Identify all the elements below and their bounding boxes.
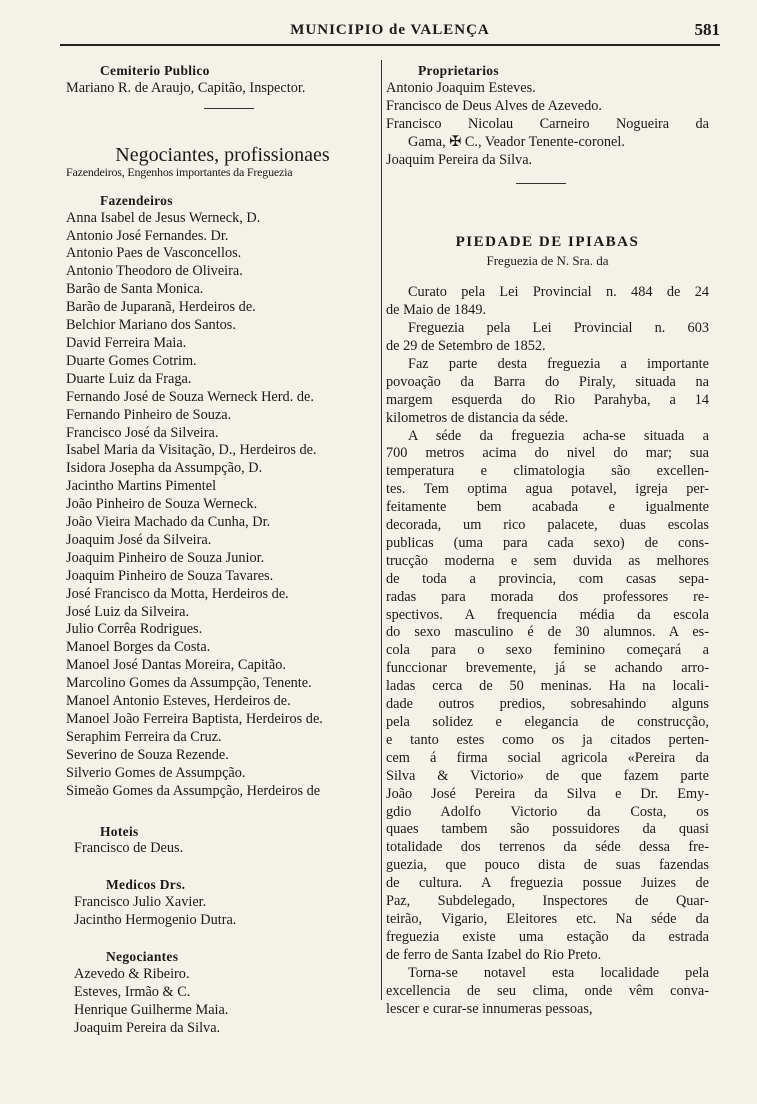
fazendeiro-entry: Marcolino Gomes da Assumpção, Tenente.	[66, 675, 312, 692]
fazendeiro-entry: Antonio Paes de Vasconcellos.	[66, 245, 242, 262]
paragraph-line: cola para o sexo feminino começará a	[386, 642, 709, 659]
piedade-title: PIEDADE DE IPIABAS	[455, 234, 640, 251]
negociantes-heading: Negociantes	[106, 949, 179, 965]
fazendeiro-entry: Manoel Antonio Esteves, Herdeiros de.	[66, 693, 291, 710]
fazendeiro-entry: Fernando José de Souza Werneck Herd. de.	[66, 388, 314, 405]
left-column	[66, 62, 379, 1038]
paragraph-line: tes. Tem optima agua potavel, igreja per-	[386, 481, 709, 498]
paragraph-line: publicas (uma para cada sexo) de cons-	[386, 534, 709, 551]
fazendeiro-entry: Belchior Mariano dos Santos.	[66, 317, 236, 334]
paragraph-line: Freguezia pela Lei Provincial n. 603	[408, 320, 709, 337]
hoteis-list	[66, 840, 379, 858]
fazendeiro-entry: Isabel Maria da Visitação, D., Herdeiros de.	[66, 442, 317, 459]
paragraph-line: freguezia existe uma estação da estrada	[386, 928, 709, 945]
fazendeiro-entry: Manoel José Dantas Moreira, Capitão.	[66, 657, 286, 674]
paragraph-line: pela solidez e elegancia de construcção,	[386, 714, 709, 730]
paragraph-line: totalidade dos terrenos da séde dessa fre-	[386, 839, 709, 856]
fazendeiro-entry: Duarte Gomes Cotrim.	[66, 352, 197, 369]
paragraph-line: trucção moderna e sem duvida as melhores	[386, 552, 709, 569]
cemiterio-line: Mariano R. de Araujo, Capitão, Inspector.	[66, 79, 306, 96]
paragraph-line: radas para morada dos professores re-	[386, 588, 709, 605]
fazendeiro-entry: Barão de Santa Monica.	[66, 281, 204, 298]
paragraph-line: A séde da freguezia acha-se situada a	[408, 427, 709, 444]
fazendeiro-entry: Jacintho Martins Pimentel	[66, 478, 217, 495]
paragraph-line: guezia, que pouco dista de suas fazendas	[386, 857, 709, 874]
fazendeiro-entry: Severino de Souza Rezende.	[66, 746, 229, 763]
medico-entry: Francisco Julio Xavier.	[74, 894, 207, 911]
proprietario-line: Antonio Joaquim Esteves.	[386, 79, 536, 96]
paragraph-line: Torna-se notavel esta localidade pela	[408, 964, 709, 981]
medicos-heading: Medicos Drs.	[106, 877, 186, 893]
fazendeiro-entry: Manoel João Ferreira Baptista, Herdeiros de.	[66, 711, 323, 727]
fazendeiro-entry: Joaquim Pinheiro de Souza Junior.	[66, 549, 265, 566]
proprietario-line: Francisco Nicolau Carneiro Nogueira da	[386, 115, 709, 132]
negociantes-list	[66, 966, 379, 1038]
paragraph-line: 700 metros acima do nivel do mar; sua	[386, 445, 709, 462]
proprietario-line: Joaquim Pereira da Silva.	[386, 151, 533, 168]
negociante-entry: Esteves, Irmão & C.	[74, 983, 191, 1000]
fazendeiro-entry: Joaquim Pinheiro de Souza Tavares.	[66, 567, 274, 584]
negociantes-title: Negociantes, profissionaes	[115, 143, 330, 166]
proprietario-line: Gama, ✠ C., Veador Tenente-coronel.	[408, 133, 625, 150]
piedade-subtitle: Freguezia de N. Sra. da	[486, 253, 609, 269]
paragraph-line: kilometros de distancia da séde.	[386, 409, 569, 426]
hoteis-heading: Hoteis	[100, 823, 139, 839]
paragraph-line: Silva & Victorio» de que fazem parte	[386, 767, 709, 784]
paragraph-line: Paz, Subdelegado, Inspectores de Quar-	[386, 893, 709, 910]
paragraph-line: Curato pela Lei Provincial n. 484 de 24	[408, 284, 709, 301]
fazendeiros-heading: Fazendeiros	[100, 192, 173, 208]
paragraph-line: de toda a provincia, com casas sepa-	[386, 570, 709, 587]
fazendeiro-entry: Francisco José da Silveira.	[66, 424, 219, 441]
fazendeiro-entry: Fernando Pinheiro de Souza.	[66, 406, 232, 423]
page-header	[60, 22, 720, 46]
paragraph-line: de cultura. A freguezia possue Juizes de	[386, 875, 709, 892]
piedade-body	[386, 284, 709, 1018]
medicos-list	[66, 894, 379, 930]
paragraph-line: dade outros predios, sobresahindo alguns	[386, 696, 709, 713]
paragraph-line: teirão, Vigario, Eleitores etc. Na séde da	[386, 910, 709, 927]
fazendeiro-entry: Anna Isabel de Jesus Werneck, D.	[66, 209, 261, 226]
paragraph-line: feitamente bem acabada e igualmente	[386, 499, 709, 516]
fazendeiro-entry: Antonio José Fernandes. Dr.	[66, 227, 229, 244]
paragraph-line: do sexo masculino é de 30 alumnos. A es-	[386, 624, 709, 641]
fazendeiro-entry: José Francisco da Motta, Herdeiros de.	[66, 585, 289, 602]
paragraph-line: de 29 de Setembro de 1852.	[386, 337, 546, 354]
fazendeiro-entry: David Ferreira Maia.	[66, 334, 187, 351]
paragraph-line: João José Pereira da Silva e Dr. Emy-	[386, 785, 709, 802]
medico-entry: Jacintho Hermogenio Dutra.	[74, 912, 237, 929]
paragraph-line: Faz parte desta freguezia a importante	[408, 355, 709, 372]
paragraph-line: gdio Adolfo Victorio da Costa, os	[386, 803, 709, 820]
right-column	[386, 62, 709, 1018]
fazendeiro-entry: Seraphim Ferreira da Cruz.	[66, 728, 222, 745]
fazendeiros-list	[66, 210, 379, 801]
proprietarios-list	[386, 80, 709, 170]
paragraph-line: decorada, um rico palacete, duas escolas	[386, 517, 709, 534]
proprietario-line: Francisco de Deus Alves de Azevedo.	[386, 97, 602, 114]
fazendeiro-entry: Duarte Luiz da Fraga.	[66, 370, 192, 387]
fazendeiro-entry: José Luiz da Silveira.	[66, 603, 190, 620]
paragraph-line: cem á firma social agricola «Pereira da	[386, 749, 709, 766]
fazendeiro-entry: Julio Corrêa Rodrigues.	[66, 621, 203, 638]
fazendeiro-entry: Barão de Juparanã, Herdeiros de.	[66, 299, 256, 316]
fazendeiro-entry: Antonio Theodoro de Oliveira.	[66, 263, 243, 280]
fazendeiro-entry: Manoel Borges da Costa.	[66, 639, 211, 656]
paragraph-line: temperatura e climatologia são excellen-	[386, 463, 709, 480]
paragraph-line: quaes tambem são possuidores da quasi	[386, 821, 709, 838]
fazendeiro-entry: João Pinheiro de Souza Werneck.	[66, 496, 258, 513]
paragraph-line: povoação da Barra do Piraly, situada na	[386, 373, 709, 390]
negociante-entry: Joaquim Pereira da Silva.	[74, 1019, 221, 1036]
proprietarios-heading: Proprietarios	[418, 63, 499, 78]
paragraph-line: ladas cerca de 50 meninas. Ha na locali-	[386, 678, 709, 695]
cemiterio-heading: Cemiterio Publico	[100, 63, 210, 78]
header-title: MUNICIPIO de VALENÇA	[290, 22, 490, 38]
fazendeiro-entry: Silverio Gomes de Assumpção.	[66, 764, 246, 781]
paragraph-line: e tanto estes como os ja citados perten-	[386, 731, 709, 748]
hotel-entry: Francisco de Deus.	[74, 840, 184, 857]
fazendeiro-entry: Simeão Gomes da Assumpção, Herdeiros de	[66, 782, 321, 799]
paragraph-line: margem esquerda do Rio Parahyba, a 14	[386, 391, 709, 408]
negociante-entry: Henrique Guilherme Maia.	[74, 1001, 229, 1018]
negociantes-subtitle: Fazendeiros, Engenhos importantes da Freguezia	[66, 164, 293, 179]
paragraph-line: funccionar brevemente, já se achando arro-	[386, 660, 709, 677]
fazendeiro-entry: Isidora Josepha da Assumpção, D.	[66, 460, 263, 477]
fazendeiro-entry: Joaquim José da Silveira.	[66, 531, 212, 548]
paragraph-line: de ferro de Santa Izabel do Rio Preto.	[386, 946, 602, 963]
paragraph-line: lescer e curar-se innumeras pessoas,	[386, 1000, 593, 1017]
column-divider	[381, 60, 382, 1000]
negociante-entry: Azevedo & Ribeiro.	[74, 965, 190, 982]
paragraph-line: de Maio de 1849.	[386, 302, 487, 319]
paragraph-line: spectivos. A frequencia média da escola	[386, 606, 709, 623]
paragraph-line: excellencia de seu clima, onde vêm convа-	[386, 982, 709, 999]
fazendeiro-entry: João Vieira Machado da Cunha, Dr.	[66, 514, 271, 531]
page-number: 581	[694, 20, 720, 39]
